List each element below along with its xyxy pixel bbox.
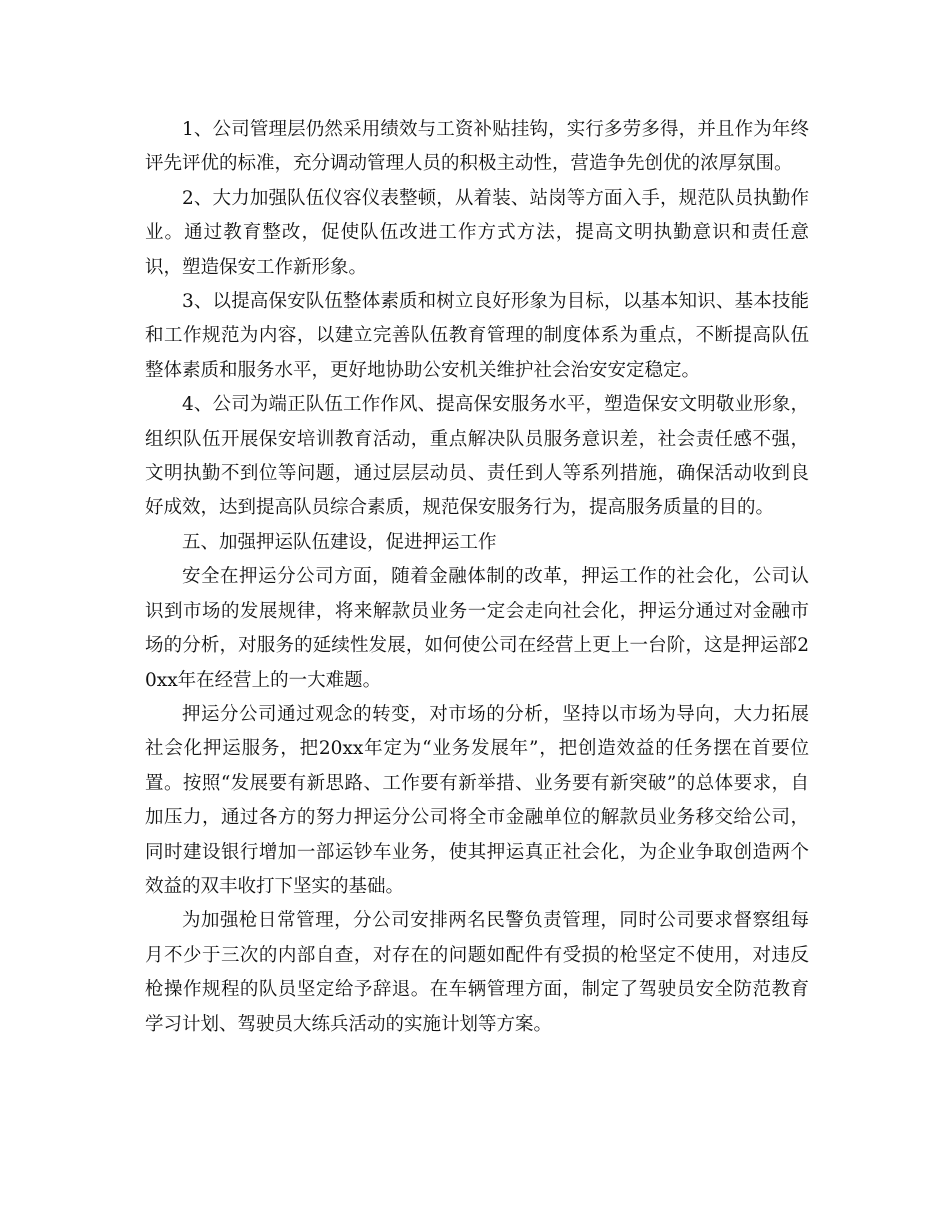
section-heading-escort: 五、加强押运队伍建设，促进押运工作 [182,531,497,553]
document-body [145,113,809,1042]
paragraph-training: 4、公司为端正队伍工作作风、提高保安服务水平，塑造保安文明敬业形象，组织队伍开展保安培训教育活动，重点解决队员服务意识差，社会责任感不强，文明执勤不到位等问题，通过层层动员、责任到人等系列措施，确保活动收到良好成效，达到提高队员综合素质，规范保安服务行为，提高服务质量的目的。 [145,394,809,519]
paragraph-firearm-management: 为加强枪日常管理，分公司安排两名民警负责管理，同时公司要求督察组每月不少于三次的内部自查，对存在的问题如配件有受损的枪坚定不使用，对违反枪操作规程的队员坚定给予辞退。在车辆管理方面，制定了驾驶员安全防范教育学习计划、驾驶员大练兵活动的实施计划等方案。 [145,910,809,1035]
paragraph-escort-development: 押运分公司通过观念的转变，对市场的分析，坚持以市场为导向，大力拓展社会化押运服务，把20xx年定为“业务发展年”，把创造效益的任务摆在首要位置。按照“发展要有新思路、工作要有新举措、业务要有新突破”的总体要求，自加压力，通过各方的努力押运分公司将全市金融单位的解款员业务移交给公司，同时建设银行增加一部运钞车业务，使其押运真正社会化，为企业争取创造两个效益的双丰收打下坚实的基础。 [145,703,809,897]
paragraph-escort-market: 安全在押运分公司方面，随着金融体制的改革，押运工作的社会化，公司认识到市场的发展规律，将来解款员业务一定会走向社会化，押运分通过对金融市场的分析，对服务的延续性发展，如何使公司在经营上更上一台阶，这是押运部20xx年在经营上的一大难题。 [145,566,809,691]
paragraph-team-appearance: 2、大力加强队伍仪容仪表整顿，从着装、站岗等方面入手，规范队员执勤作业。通过教育整改，促使队伍改进工作方式方法，提高文明执勤意识和责任意识，塑造保安工作新形象。 [145,187,809,278]
paragraph-team-quality: 3、以提高保安队伍整体素质和树立良好形象为目标，以基本知识、基本技能和工作规范为内容，以建立完善队伍教育管理的制度体系为重点，不断提高队伍整体素质和服务水平，更好地协助公安机关维护社会治安安定稳定。 [145,291,809,381]
paragraph-performance-pay: 1、公司管理层仍然采用绩效与工资补贴挂钩，实行多劳多得，并且作为年终评先评优的标准，充分调动管理人员的积极主动性，营造争先创优的浓厚氛围。 [145,119,809,175]
